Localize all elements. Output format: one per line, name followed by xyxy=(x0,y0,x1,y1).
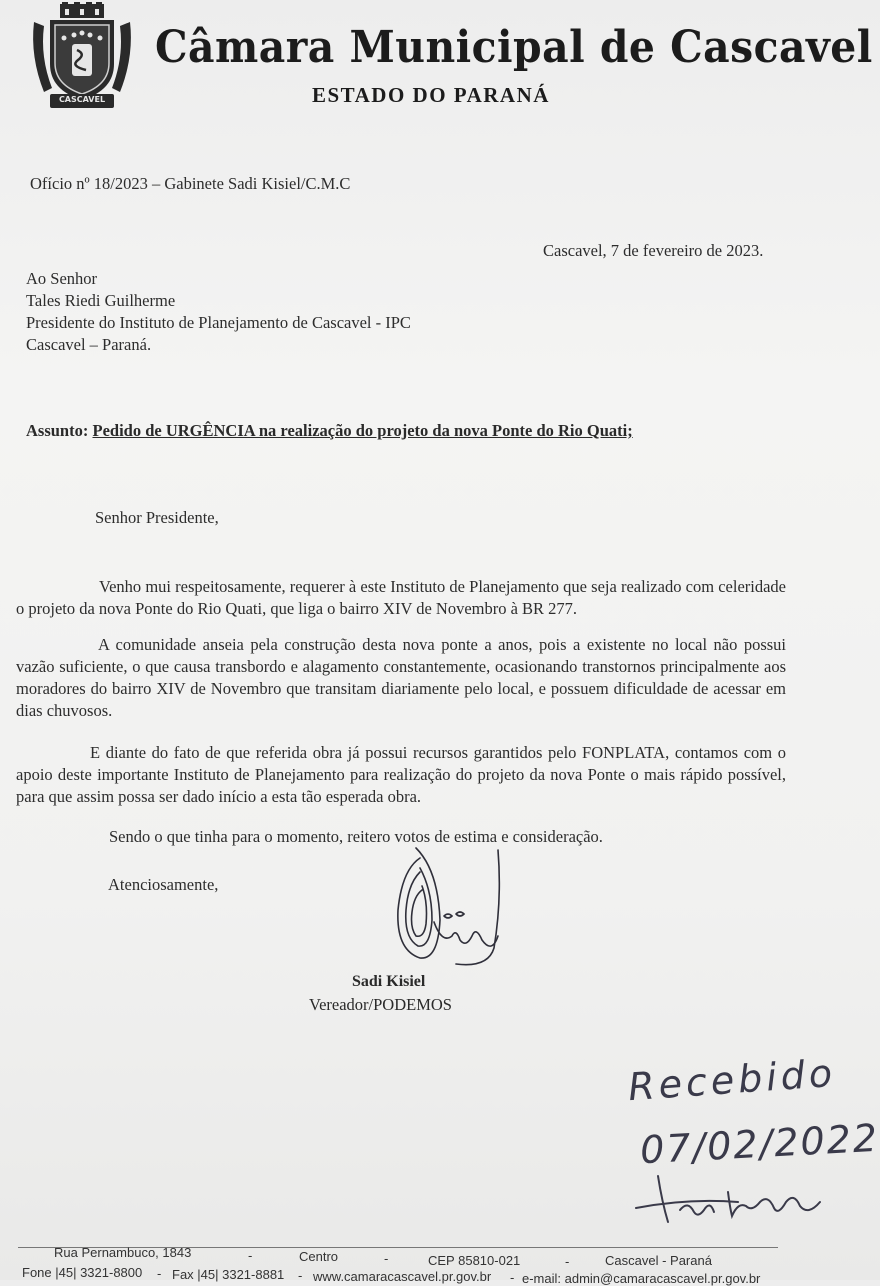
municipal-crest-logo xyxy=(30,2,134,110)
footer-separator: - xyxy=(510,1270,515,1285)
footer-separator: - xyxy=(384,1251,389,1266)
body-paragraph xyxy=(16,576,786,620)
footer-fax: Fax |45| 3321-8881 xyxy=(172,1267,285,1282)
crest-banner-label: CASCAVEL xyxy=(58,95,106,104)
subject-label: Assunto: xyxy=(26,421,89,440)
official-letter-reference: Ofício nº 18/2023 – Gabinete Sadi Kisiel/C.M.C xyxy=(30,174,351,193)
closing: Atenciosamente, xyxy=(108,875,219,894)
handwritten-received-date: 07/02/2022 xyxy=(639,1115,880,1173)
footer-separator: - xyxy=(157,1266,162,1281)
footer-separator: - xyxy=(298,1268,303,1283)
footer-email-link[interactable]: e-mail: admin@camaracascavel.pr.gov.br xyxy=(522,1271,761,1286)
signer-role: Vereador/PODEMOS xyxy=(309,995,452,1014)
date-line: Cascavel, 7 de fevereiro de 2023. xyxy=(543,241,764,260)
recipient-line: Ao Senhor xyxy=(26,269,98,288)
salutation: Senhor Presidente, xyxy=(95,508,219,527)
footer-city: Cascavel - Paraná xyxy=(605,1253,712,1268)
handwritten-received-note: Recebido xyxy=(626,1050,838,1110)
paragraph-text: Venho mui respeitosamente, requerer à este Instituto de Planejamento que seja realizado com celeridade o projeto da nova Ponte do Rio Quati, que liga o bairro XIV de Novembro à BR 277. xyxy=(16,577,786,618)
footer-separator: - xyxy=(565,1254,570,1269)
subject-line xyxy=(26,421,633,441)
state-subheading: ESTADO DO PARANÁ xyxy=(312,83,550,107)
paragraph-text: E diante do fato de que referida obra já possui recursos garantidos pelo FONPLATA, contamos com o apoio deste importante Instituto de Planejamento para realização do projeto da nova Ponte o mais rápido possível, para que assim possa ser dado início a esta tão esperada obra. xyxy=(16,743,786,806)
signer-name: Sadi Kisiel xyxy=(352,973,426,990)
paragraph-text: A comunidade anseia pela construção desta nova ponte a anos, pois a existente no local não possui vazão suficiente, o que causa transbordo e alagamento constantemente, ocasionando transtornos principalmente aos moradores do bairro XIV de Novembro que transitam diariamente pelo local, e possuem dificuldade de acessar em dias chuvosos. xyxy=(16,635,786,720)
recipient-line: Cascavel – Paraná. xyxy=(26,335,152,354)
recipient-line: Presidente do Instituto de Planejamento de Cascavel - IPC xyxy=(26,313,411,332)
body-paragraph xyxy=(16,742,786,808)
council-name-heading: Câmara Municipal de Cascavel xyxy=(155,22,873,73)
recipient-block xyxy=(26,268,411,356)
body-paragraph xyxy=(16,634,786,722)
footer-district: Centro xyxy=(299,1249,339,1264)
initials-signature-icon xyxy=(628,1172,828,1228)
crest-icon xyxy=(30,2,134,110)
footer-website-link[interactable]: www.camaracascavel.pr.gov.br xyxy=(313,1269,492,1284)
closing-line: Sendo o que tinha para o momento, reitero votos de estima e consideração. xyxy=(109,827,603,846)
handwritten-signature xyxy=(380,840,520,980)
signature-icon xyxy=(380,840,520,980)
handwritten-initials xyxy=(628,1172,828,1228)
subject-text: Pedido de URGÊNCIA na realização do projeto da nova Ponte do Rio Quati; xyxy=(92,421,633,440)
footer-cep: CEP 85810-021 xyxy=(428,1253,521,1268)
recipient-line: Tales Riedi Guilherme xyxy=(26,291,176,310)
footer-separator: - xyxy=(248,1248,253,1263)
footer-address: Rua Pernambuco, 1843 xyxy=(54,1245,192,1260)
footer-phone: Fone |45| 3321-8800 xyxy=(22,1265,143,1280)
